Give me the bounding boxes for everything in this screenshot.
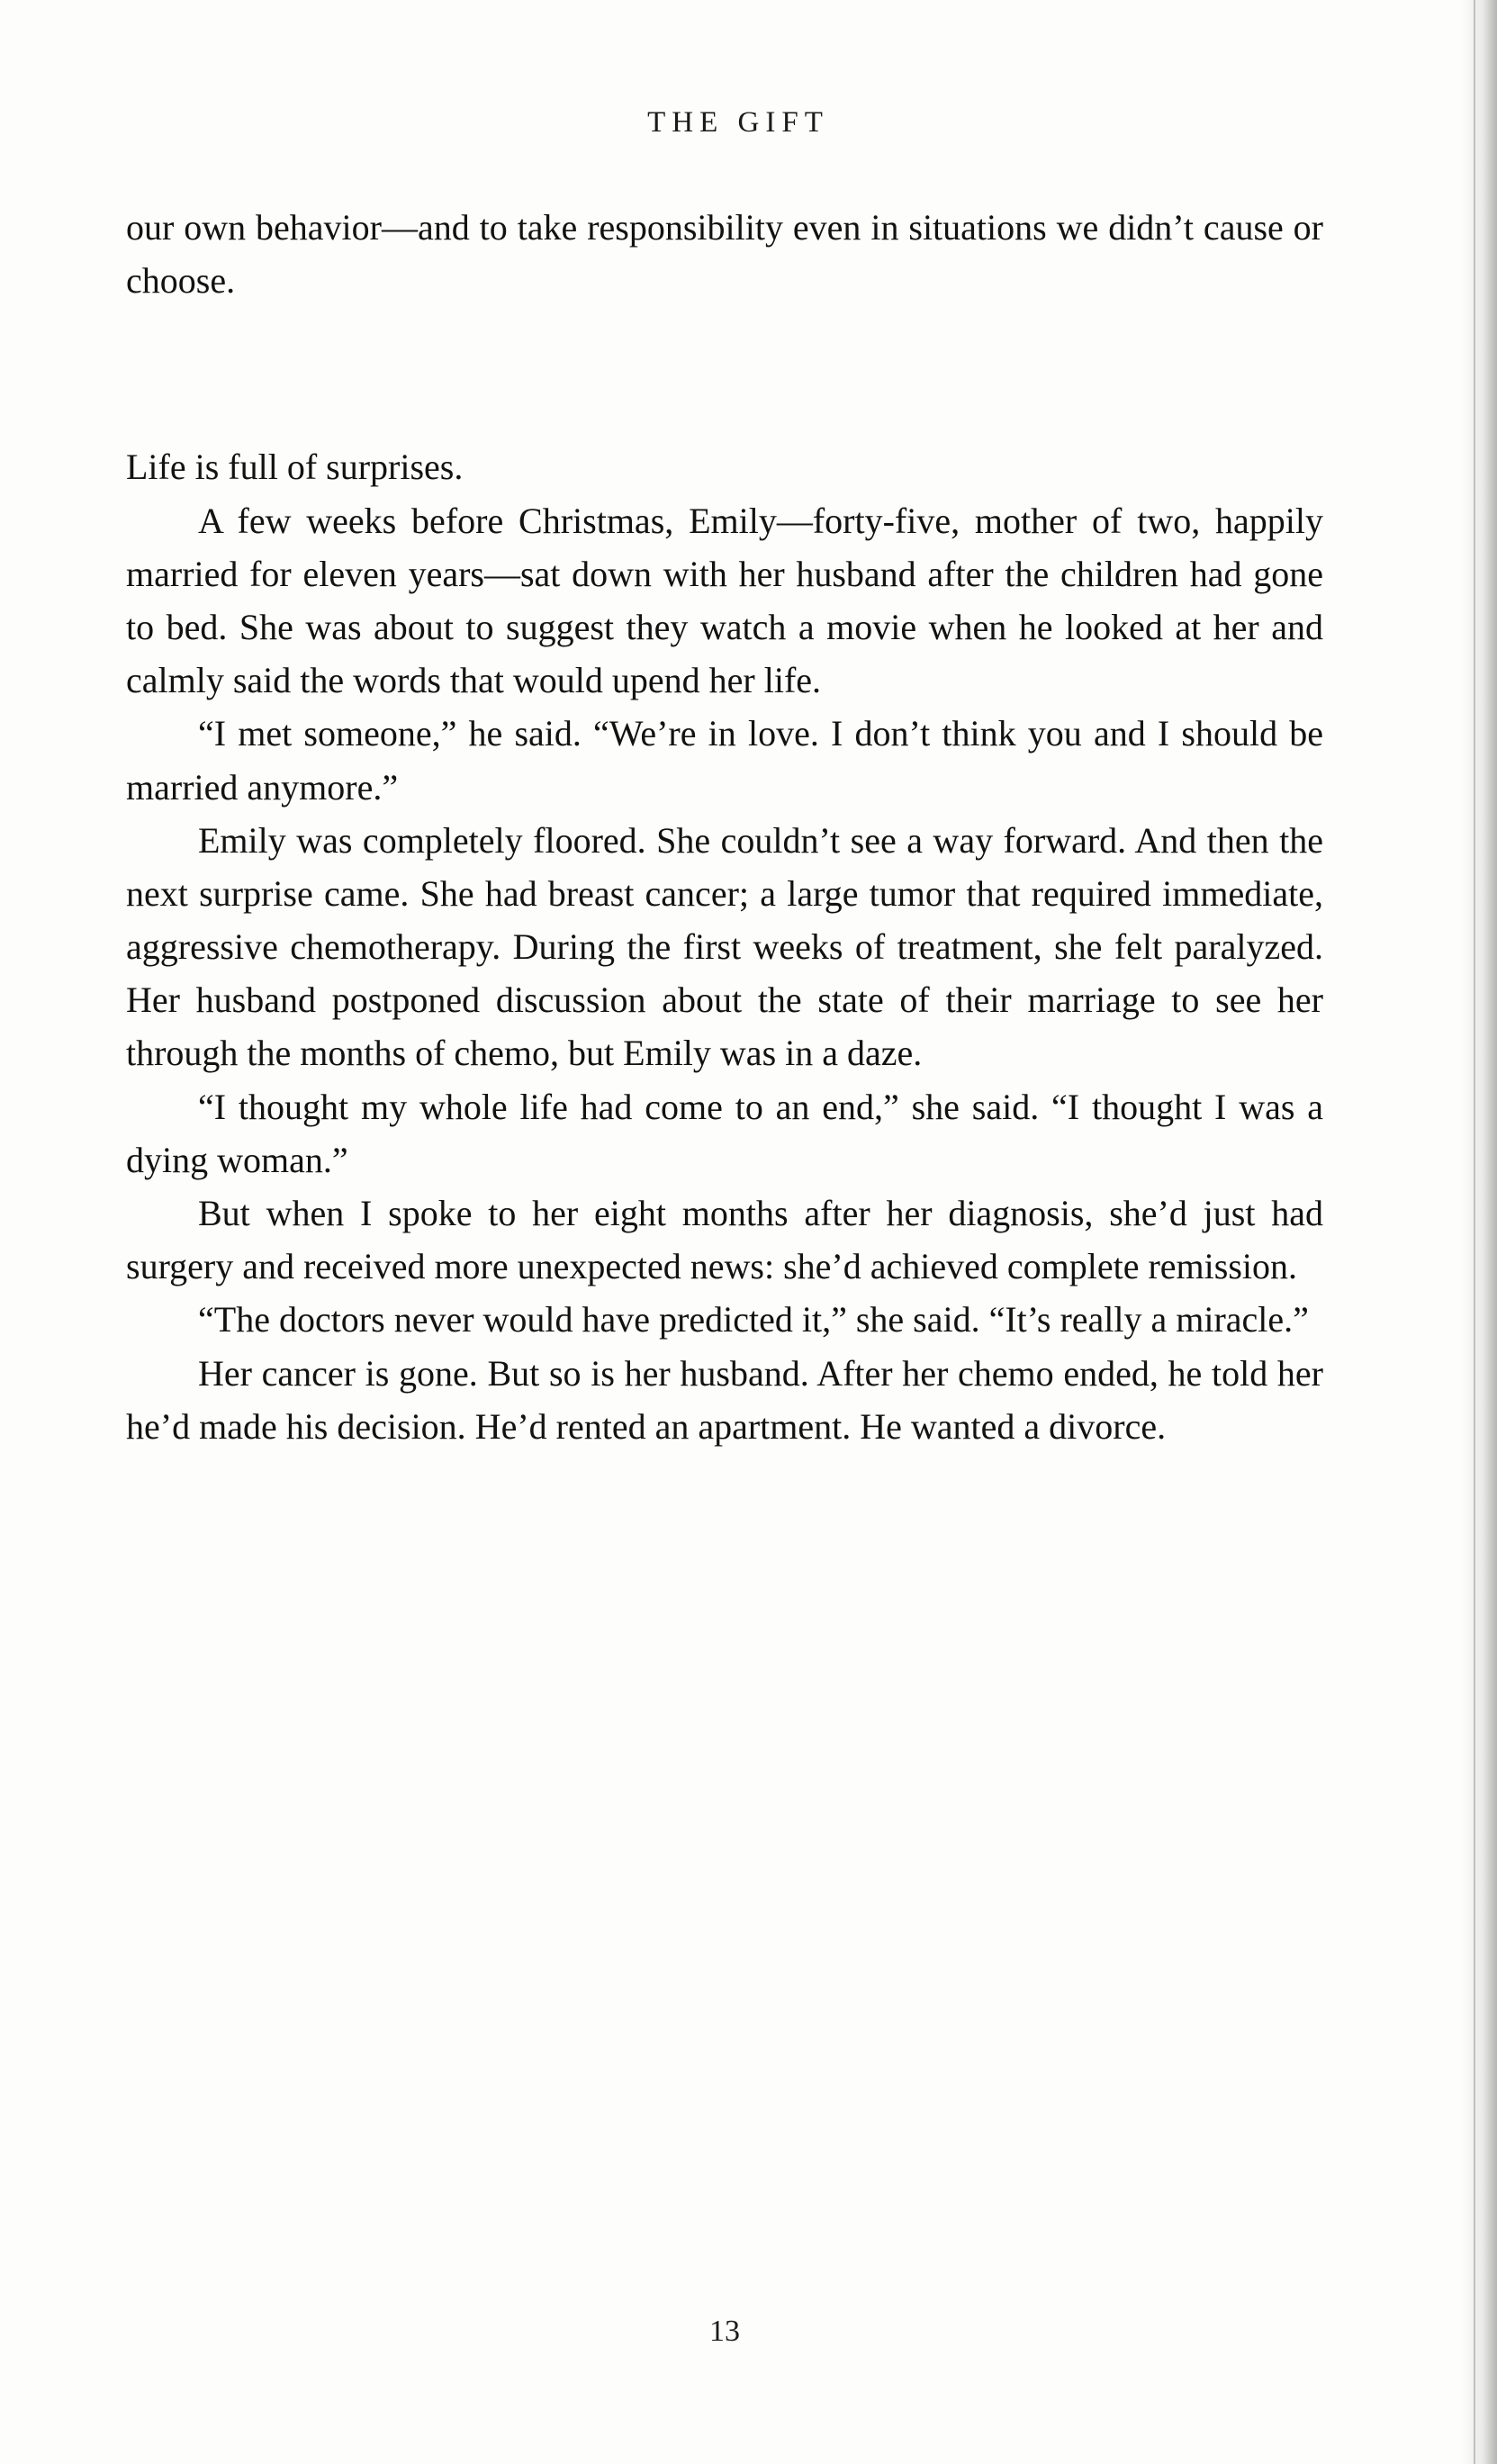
paragraph: Emily was completely floored. She couldn’t see a way forward. And then the next surprise came. She had breast cancer; a large tumor that required immediate, aggressive chemotherapy. During the first weeks of treatment, she felt paralyzed. Her husband postponed discussion about the state of their marriage to see her through the months of chemo, but Emily was in a daze. [126, 819, 1323, 1074]
paragraph: “The doctors never would have predicted it,” she said. “It’s really a miracle.” [198, 1299, 1309, 1340]
paragraph: “I thought my whole life had come to an end,” she said. “I thought I was a dying woman.” [126, 1086, 1323, 1180]
body-text [126, 201, 1323, 1453]
paragraph: A few weeks before Christmas, Emily—forty-five, mother of two, happily married for eleven years—sat down with her husband after the children had gone to bed. She was about to suggest they watch a movie when he looked at her and calmly said the words that would upend her life. [126, 500, 1323, 701]
paragraph-opening-line: Life is full of surprises. [126, 447, 464, 488]
running-head: THE GIFT [647, 106, 829, 139]
section-break-space [126, 307, 1323, 440]
paragraph: “I met someone,” he said. “We’re in love. I don’t think you and I should be married anymore.” [126, 713, 1323, 808]
page-content [126, 0, 1323, 2464]
page-number: 13 [709, 2315, 740, 2348]
paragraph: Her cancer is gone. But so is her husband. After her chemo ended, he told her he’d made his decision. He’d rented an apartment. He wanted a divorce. [126, 1352, 1323, 1447]
paragraph: But when I spoke to her eight months after her diagnosis, she’d just had surgery and received more unexpected news: she’d achieved complete remission. [126, 1193, 1323, 1287]
paragraph-continuation: our own behavior—and to take responsibility even in situations we didn’t cause or choose. [126, 207, 1323, 302]
page-gutter-shadow [1461, 0, 1497, 2464]
page-edge-line [1474, 0, 1475, 2464]
